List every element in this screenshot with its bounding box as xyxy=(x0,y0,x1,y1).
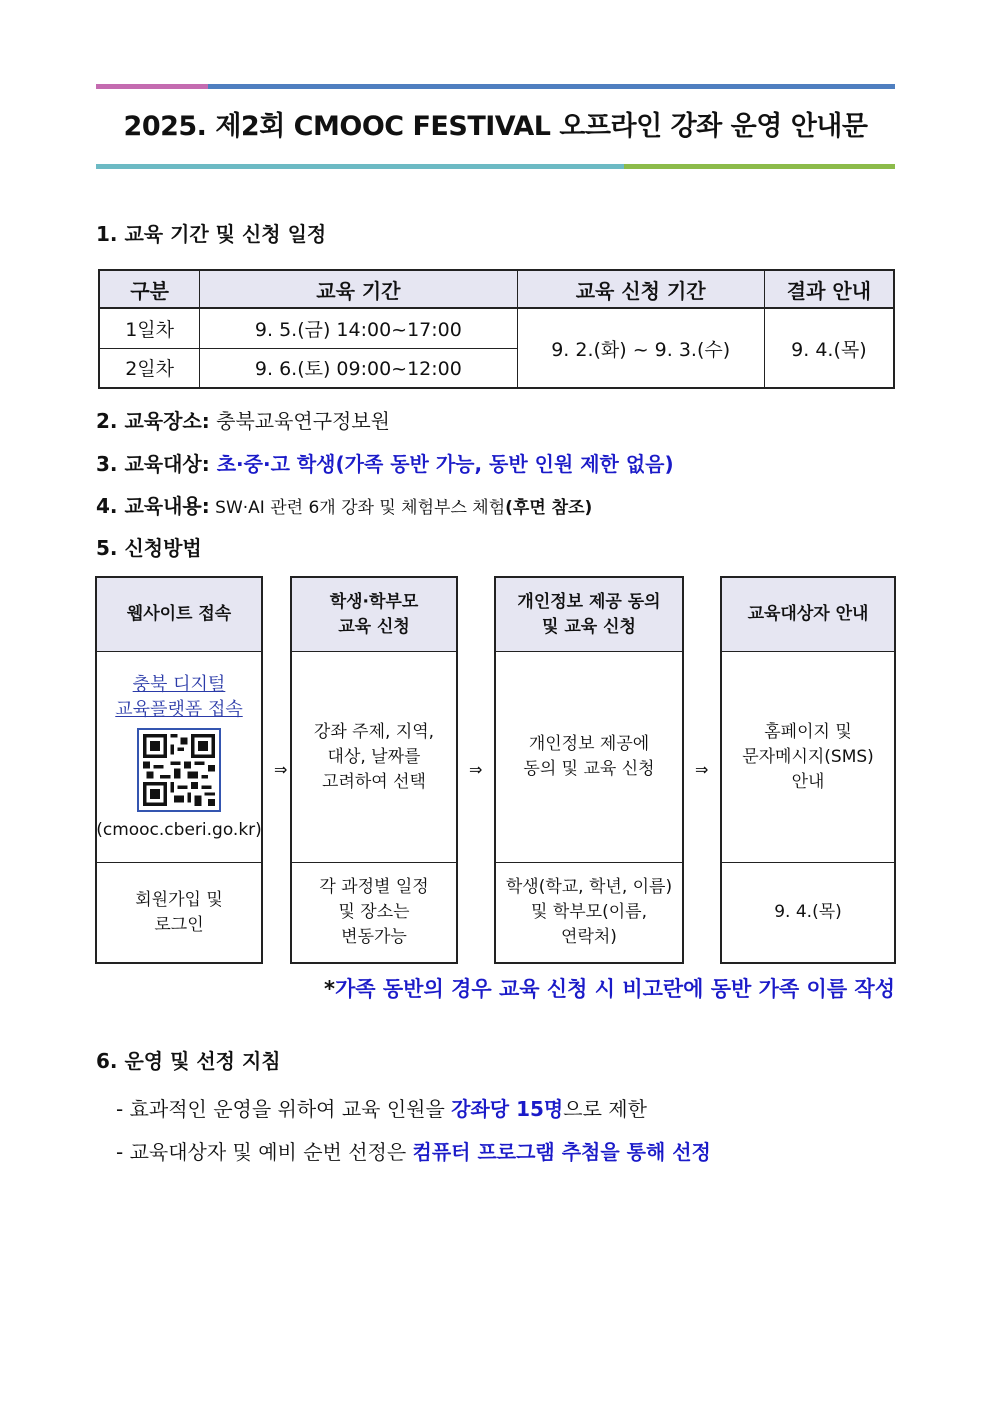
header-category: 구분 xyxy=(99,270,200,308)
guideline-emphasis: 컴퓨터 프로그램 추첨을 통해 선정 xyxy=(412,1140,711,1164)
step-footer-line: 각 과정별 일정 xyxy=(319,877,429,897)
step-heading: 웹사이트 접속 xyxy=(97,578,261,652)
step-body-line: 문자메시지(SMS) xyxy=(742,746,874,767)
guideline-text: - 효과적인 운영을 위하여 교육 인원을 xyxy=(116,1097,452,1121)
row-period: 9. 6.(토) 09:00~12:00 xyxy=(200,348,517,388)
note-asterisk: * xyxy=(324,977,336,1001)
step-body xyxy=(97,652,261,862)
section-1-heading: 1. 교육 기간 및 신청 일정 xyxy=(96,222,327,246)
step-footer-line: 연락처) xyxy=(561,927,617,947)
step-footer-line: 및 장소는 xyxy=(338,902,410,922)
section-4-label: 4. 교육내용: xyxy=(96,494,210,518)
step-footer xyxy=(97,862,261,962)
section-4-note: (후면 참조) xyxy=(505,498,593,518)
section-2-value: 충북교육연구정보원 xyxy=(209,409,391,433)
flow-step-consent xyxy=(494,576,684,964)
step-body-line: 개인정보 제공에 xyxy=(528,734,650,754)
step-footer xyxy=(496,862,682,962)
step-body-line: 고려하여 선택 xyxy=(322,771,426,792)
flow-arrow-icon: ⇒ xyxy=(274,760,288,779)
guideline-emphasis: 강좌당 15명 xyxy=(451,1097,564,1121)
step-body xyxy=(292,652,456,862)
step-body-line: 대상, 날짜를 xyxy=(327,746,421,767)
step-heading xyxy=(496,578,682,652)
result-cell: 9. 4.(목) xyxy=(764,308,894,388)
section-3-label: 3. 교육대상: xyxy=(96,452,210,476)
section-4 xyxy=(96,490,592,519)
platform-link-2[interactable]: 교육플랫폼 접속 xyxy=(115,698,243,720)
note-text: 가족 동반의 경우 교육 신청 시 비고란에 동반 가족 이름 작성 xyxy=(335,977,895,1001)
qr-code-icon[interactable] xyxy=(137,728,221,812)
row-label: 1일차 xyxy=(99,308,200,348)
step-body-line: 동의 및 교육 신청 xyxy=(523,759,655,779)
platform-link[interactable]: 충북 디지털 xyxy=(132,673,226,695)
step-footer-line: 변동가능 xyxy=(341,927,407,947)
step-body-line: 안내 xyxy=(791,771,825,792)
flow-step-notice xyxy=(720,576,896,964)
section-3-value: 초·중·고 학생(가족 동반 가능, 동반 인원 제한 없음) xyxy=(209,452,674,476)
step-heading-line: 학생·학부모 xyxy=(329,591,419,612)
step-footer-line: 및 학부모(이름, xyxy=(531,902,647,922)
guideline-text: - 교육대상자 및 예비 순번 선정은 xyxy=(116,1140,413,1164)
step-heading-line: 및 교육 신청 xyxy=(542,616,636,637)
step-body-line: 홈페이지 및 xyxy=(764,721,852,742)
step-footer-line: 학생(학교, 학년, 이름) xyxy=(505,877,673,897)
flow-arrow-icon: ⇒ xyxy=(469,760,483,779)
step-heading-line: 교육 신청 xyxy=(338,616,410,637)
table-row xyxy=(99,308,894,348)
title-bottom-rule xyxy=(96,164,895,169)
section-2 xyxy=(96,405,390,434)
header-period: 교육 기간 xyxy=(200,270,517,308)
schedule-table xyxy=(98,269,895,389)
section-6-heading: 6. 운영 및 선정 지침 xyxy=(96,1049,281,1073)
step-footer xyxy=(722,862,894,962)
step-heading: 교육대상자 안내 xyxy=(722,578,894,652)
platform-url: (cmooc.cberi.go.kr) xyxy=(96,819,262,840)
step-body xyxy=(496,652,682,862)
document-title: 2025. 제2회 CMOOC FESTIVAL 오프라인 강좌 운영 안내문 xyxy=(123,111,868,142)
section-2-label: 2. 교육장소: xyxy=(96,409,210,433)
header-result: 결과 안내 xyxy=(764,270,894,308)
title-top-rule xyxy=(96,84,895,89)
apply-period-cell: 9. 2.(화) ~ 9. 3.(수) xyxy=(517,308,764,388)
step-heading xyxy=(292,578,456,652)
flow-arrow-icon: ⇒ xyxy=(695,760,709,779)
step-heading-line: 개인정보 제공 동의 xyxy=(517,591,661,612)
section-5-heading: 5. 신청방법 xyxy=(96,536,202,560)
schedule-header-row xyxy=(99,270,894,308)
step-body-line: 강좌 주제, 지역, xyxy=(313,721,435,742)
section-3 xyxy=(96,448,674,477)
header-apply-period: 교육 신청 기간 xyxy=(517,270,764,308)
guideline-text: 으로 제한 xyxy=(563,1097,647,1121)
step-footer-line: 9. 4.(목) xyxy=(774,902,842,922)
step-footer-line: 로그인 xyxy=(154,914,204,935)
section-4-value: SW·AI 관련 6개 강좌 및 체험부스 체험 xyxy=(209,498,506,518)
guideline-item-2 xyxy=(116,1136,711,1165)
row-label: 2일차 xyxy=(99,348,200,388)
flow-step-apply xyxy=(290,576,458,964)
step-footer-line: 회원가입 및 xyxy=(135,889,223,910)
step-body xyxy=(722,652,894,862)
guideline-item-1 xyxy=(116,1093,647,1122)
step-footer xyxy=(292,862,456,962)
row-period: 9. 5.(금) 14:00~17:00 xyxy=(200,308,517,348)
family-note xyxy=(324,973,895,1003)
flow-step-website xyxy=(95,576,263,964)
